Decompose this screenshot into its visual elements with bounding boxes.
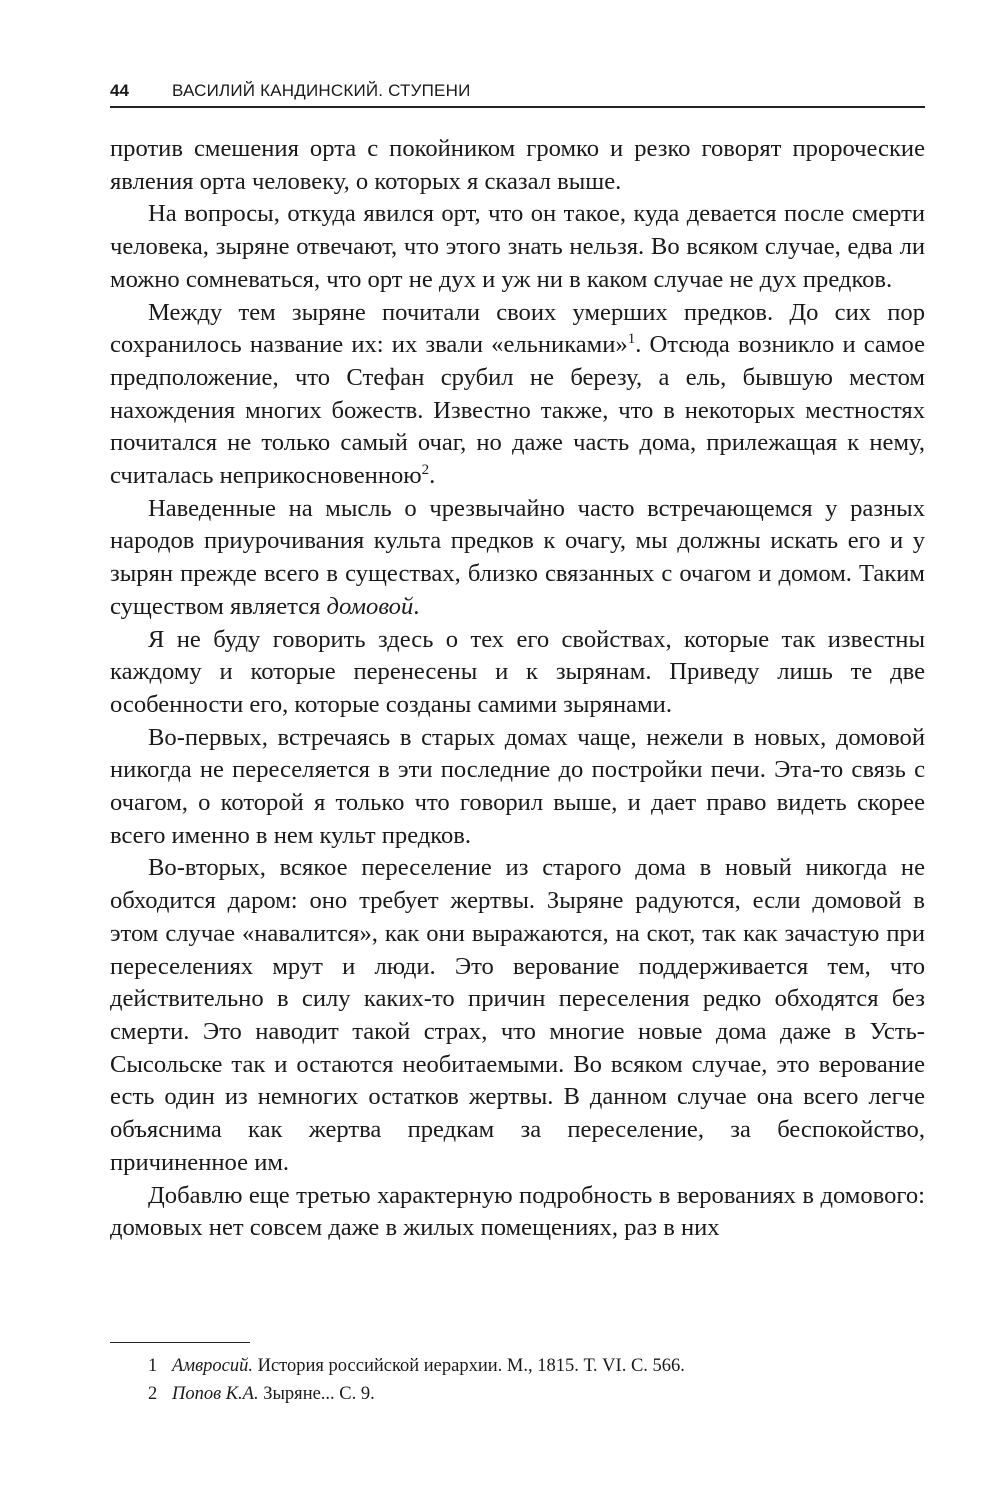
footnotes [148,1352,908,1408]
footnote-author: Амвросий. [172,1356,253,1376]
footnote-mark: 2 [148,1384,158,1404]
paragraph: Во-вторых, всякое переселение из старого дома в новый никогда не обходится даром: оно требует жертвы. Зыряне радуются, если домовой в этом случае «навалится», как они выражаются, на скот, так как зачастую при переселениях мрут и люди. Это верование поддерживается тем, что действительно в силу каких-то причин переселения редко обходятся без смерти. Это наводит такой страх, что многие новые дома даже в Усть-Сысольске так и остаются необитаемыми. Во всяком случае, это верование есть один из немногих остатков жертвы. В данном случае она всего легче объяснима как жертва предкам за переселение, за беспокойство, причиненное им. [110,854,925,1176]
running-title: ВАСИЛИЙ КАНДИНСКИЙ. СТУПЕНИ [172,81,471,100]
body-text [110,133,925,1245]
footnote-ref: 1 [627,331,636,348]
paragraph: На вопросы, откуда явился орт, что он такое, куда девается после смерти человека, зыряне отвечают, что этого знать нельзя. Во всяком случае, едва ли можно сомневаться, что орт не дух и уж ни в каком случае не дух предков. [110,200,925,293]
footnote [148,1352,908,1380]
italic-term: домовой [326,592,414,620]
footnote-ref: 2 [421,462,430,479]
page-number: 44 [110,81,129,100]
footnote [148,1380,908,1408]
paragraph: Я не буду говорить здесь о тех его свойствах, которые так известны каждому и которые перенесены и к зырянам. Приведу лишь те две особенности его, которые созданы самими зырянами. [110,625,925,718]
footnote-divider [110,1342,250,1343]
paragraph: Наведенные на мысль о чрезвычайно часто встречающемся у разных народов приурочивания культа предков к очагу, мы должны искать его и у зырян прежде всего в существах, близко связанных с очагом и домом. Таким существом является домовой. [110,494,925,620]
footnote-text: Зыряне... С. 9. [258,1384,375,1404]
paragraph: Между тем зыряне почитали своих умерших предков. До сих пор сохранилось название их: их звали «ельниками»$^1$. Отсюда возникло и самое предположение, что Стефан срубил не березу, а ель, бывшую местом нахождения многих божеств. Известно также, что в некоторых местностях почитался не только самый очаг, но даже часть дома, прилежащая к нему, считалась неприкосновенною$^2$. [110,298,926,490]
paragraph: Во-первых, встречаясь в старых домах чаще, нежели в новых, домовой никогда не переселяется в эти последние до постройки печи. Эта-то связь с очагом, о которой я только что говорил выше, и дает право видеть скорее всего именно в нем культ предков. [110,723,925,849]
running-header [110,76,925,108]
footnote-text: История российской иерархии. М., 1815. Т. VI. С. 566. [252,1356,685,1376]
paragraph: против смешения орта с покойником громко и резко говорят пророческие явления орта человеку, о которых я сказал выше. [110,135,925,195]
paragraph: Добавлю еще третью характерную подробность в верованиях в домового: домовых нет совсем даже в жилых помещениях, раз в них [110,1181,925,1242]
footnote-author: Попов К.А. [172,1384,259,1404]
footnote-mark: 1 [148,1356,158,1376]
